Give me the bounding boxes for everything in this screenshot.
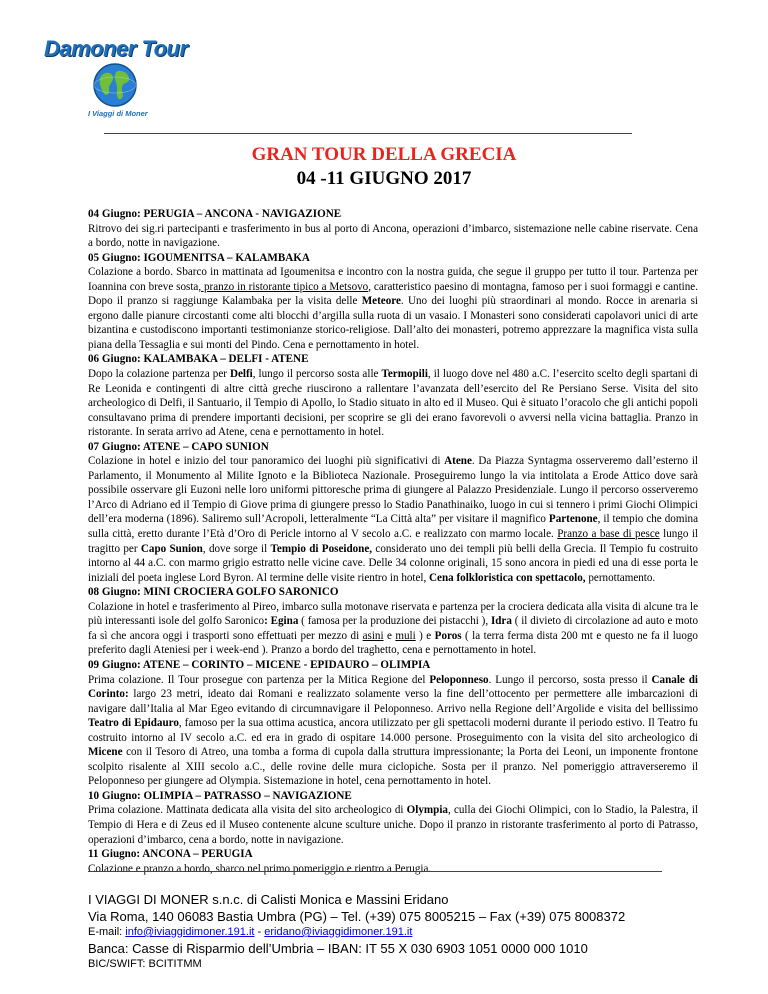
description-text: Colazione a bordo. Sbarco in mattinata ad Igoumenitsa e incontro con la nostra guida, che segue il gruppo per tutto il tour. Partenza per Ioannina con breve sosta	[88, 266, 698, 293]
description-text: , il luogo dove nel 480 a.C. l’esercito scelto degli spartani di Re Leonida e contingenti di altre città greche riuscirono a rallentare l’avanzata dell’esercito del Re Persiano Serse. Visita del sito archeologico di Delfi, il Santuario, il Tempio di Apollo, lo Stadio situato in alto ed il Museo. Qui è situato l’oracolo che gli antichi popoli consultavano prima di prendere importanti decisioni, per scoprire se gli dei erano favorevoli o avversi nella vicina battaglia. Pranzo in ristorante. In serata arrivo ad Atene, cena e pernottamento in hotel.	[88, 368, 698, 439]
highlight-text: Termopili	[381, 368, 428, 381]
logo-tagline: I Viaggi di Moner	[88, 109, 148, 118]
company-name: I VIAGGI DI MONER s.n.c. di Calisti Monica e Massini Eridano	[88, 892, 449, 907]
day-description	[88, 803, 698, 847]
description-text: , dove sorge il	[202, 542, 271, 555]
day-heading: 06 Giugno: KALAMBAKA – DELFI - ATENE	[88, 353, 309, 366]
day-heading: 04 Giugno: PERUGIA – ANCONA - NAVIGAZIONE	[88, 208, 342, 220]
description-text: ) e	[415, 629, 435, 642]
description-text: , il tempio che domina sulla città, eretto durante l’Età d’Oro di Pericle intorno al V secolo a.C. e realizzato con marmo locale.	[88, 513, 699, 541]
description-text: e	[383, 629, 396, 642]
document-dates: 04 -11 GIUGNO 2017	[296, 168, 472, 189]
description-text: Dopo la colazione partenza per	[88, 368, 230, 381]
description-text: lungo il tragitto per	[88, 528, 698, 555]
description-text: , culla dei Giochi Olimpici, con lo Stadio, la Palestra, il Tempio di Hera e di Zeus ed il Museo contenente alcune sculture uniche. Dopo il pranzo in ristorante trasferimento al porto di Patrasso, operazioni d’imbarco, cena a bordo, notte in navigazione.	[88, 804, 698, 846]
description-text: . Uno dei luoghi più straordinari al mondo. Rocce in arenaria si ergono dalle pianure circostanti come alti blocchi d’argilla sulla ruota di un vasaio. I Monasteri sono considerati capolavori unici di arte bizantina e custodiscono importanti testimonianze storico-religiose. Dall’alto dei monasteri, potremo apprezzare la magnifica vista sulla piana della Tessaglia e sui monti del Pindo. Cena e pernottamento in hotel.	[88, 295, 698, 351]
highlight-text: Tempio di Poseidone,	[270, 542, 373, 555]
highlight-text: Cena folkloristica con spettacolo,	[429, 571, 586, 584]
email-label: E-mail:	[88, 926, 126, 938]
underlined-text: muli	[395, 629, 416, 642]
highlight-text: Capo Sunion	[140, 542, 203, 555]
description-text: largo 23 metri, ideato dai Romani e realizzato solamente verso la fine dell’ottocento per permettere alle imbarcazioni di navigare dall’Italia al Mar Egeo evitando di circumnavigare il Peloponneso. Arrivo nella Regione dell’Argolide e visita del bellissimo	[88, 688, 698, 715]
bank-details: Banca: Casse di Risparmio dell’Umbria – IBAN: IT 55 X 030 6903 1051 0000 000 1010	[88, 941, 588, 956]
email-line	[88, 925, 748, 940]
header-divider	[104, 133, 632, 134]
footer-divider	[88, 871, 662, 872]
description-text: Colazione in hotel e inizio del tour panoramico dei luoghi più significativi di	[88, 455, 445, 468]
bic-swift: BIC/SWIFT: BCITITMM	[88, 958, 202, 970]
underlined-text: asini	[362, 629, 384, 642]
description-text: con il Tesoro di Atreo, una tomba a forma di cupola dalla struttura impressionante; la Porta dei Leoni, un imponente frontone scolpito risalente al XIII secolo a.C., delle rovine delle mura ciclopiche. Sosta per il pranzo. Nel pomeriggio attraverseremo il Peloponneso per giungere ad Olympia. Sistemazione in hotel, cena pernottamento in hotel.	[88, 746, 698, 788]
day-heading: 11 Giugno: ANCONA – PERUGIA	[88, 848, 253, 861]
description-text: ( famosa per la produzione dei pistacchi ),	[298, 615, 491, 628]
itinerary-body	[88, 207, 698, 876]
day-description	[88, 862, 698, 877]
underlined-text: Pranzo a base di pesce	[557, 528, 660, 541]
highlight-text: Meteore	[361, 295, 401, 308]
highlight-text: : Egina	[264, 615, 299, 628]
highlight-text: Canale di Corinto:	[88, 673, 698, 701]
description-text: ( la terra ferma dista 200 mt e questo ne fa il luogo preferito dagli Ateniesi per i week-end ). Pranzo a bordo del traghetto, cena e pernottamento in hotel.	[88, 629, 698, 657]
day-description	[88, 222, 698, 251]
description-text: . Da Piazza Syntagma osserveremo dall’esterno il Parlamento, il Monumento al Milite Ignoto e la Biblioteca Nazionale. Proseguiremo lungo la via intitolata a Erode Attico dove sarà possibile osservare gli Euzoni nelle loro uniformi pittoresche prima di giungere al Palazzo Presidenziale. Lungo il percorso osserveremo l’Arco di Adriano ed il Tempio di Giove prima di giungere presso lo Stadio Panathinaiko, luogo in cui si tennero i primi Giochi Olimpici dell’era moderna (1896). Saliremo sull’Acropoli, letteralmente “La Città alta” per visitare il magnifico	[88, 455, 698, 526]
highlight-text: Delfi	[229, 368, 253, 381]
description-text: considerato uno dei templi più belli della Grecia. Il Tempio fu costruito intorno al 44 a.C. con marmo grigio estratto nelle vicine cave. Delle 34 colonne originali, 15 sono ancora in piedi ed una di esse porta le iniziali del poeta inglese Lord Byron. Al termine delle visite rientro in hotel,	[88, 542, 698, 584]
day-heading: 08 Giugno: MINI CROCIERA GOLFO SARONICO	[88, 586, 339, 599]
day-heading: 05 Giugno: IGOUMENITSA – KALAMBAKA	[88, 251, 310, 264]
document-title: GRAN TOUR DELLA GRECIA	[251, 144, 517, 165]
highlight-text: Teatro di Epidauro	[88, 717, 179, 730]
description-text: Colazione in hotel e trasferimento al Pireo, imbarco sulla motonave riservata e partenza per la crociera dedicata alla visita di alcune tra le più interessanti isole del golfo Saronico	[88, 600, 698, 628]
globe-icon	[92, 62, 138, 108]
highlight-text: Idra	[490, 615, 512, 628]
day-description	[88, 367, 698, 440]
highlight-text: Peloponneso	[429, 673, 489, 686]
email-link-info[interactable]: info@iviaggidimoner.191.it	[125, 926, 255, 938]
email-separator: -	[254, 926, 265, 938]
logo-wordmark: Damoner Tour	[44, 36, 188, 61]
highlight-text: Partenone	[548, 513, 598, 526]
description-text: Prima colazione. Il Tour prosegue con partenza per la Mitica Regione del	[88, 673, 430, 686]
highlight-text: Olympia	[406, 804, 448, 817]
description-text: . Lungo il percorso, sosta presso il	[488, 673, 652, 686]
day-description	[88, 265, 698, 352]
day-description	[88, 673, 698, 789]
description-text: , famoso per la sua ottima acustica, ancora utilizzato per gli spettacoli moderni durante il periodo estivo. Il Teatro fu costruito intorno al IV secolo a.C. ed era in grado di ospitare 14.000 persone. Proseguimento con la visita del sito archeologico di	[88, 717, 698, 744]
description-text: pernottamento.	[585, 571, 656, 584]
description-text: Prima colazione. Mattinata dedicata alla visita del sito archeologico di	[88, 804, 407, 817]
description-text: , lungo il percorso sosta alle	[252, 368, 382, 381]
day-heading: 10 Giugno: OLIMPIA – PATRASSO – NAVIGAZIONE	[88, 789, 352, 802]
description-text: Ritrovo dei sig.ri partecipanti e trasferimento in bus al porto di Ancona, operazioni d’imbarco, sistemazione nelle cabine riservate. Cena a bordo, notte in navigazione.	[88, 222, 698, 250]
description-text: , caratteristico paesino di montagna, famoso per i suoi formaggi e cantine. Dopo il pranzo si raggiunge Kalambaka per la visita delle	[88, 280, 698, 308]
day-description	[88, 454, 698, 585]
highlight-text: Poros	[434, 629, 462, 642]
highlight-text: Micene	[88, 746, 123, 759]
company-address: Via Roma, 140 06083 Bastia Umbra (PG) – Tel. (+39) 075 8005215 – Fax (+39) 075 8008372	[88, 909, 626, 924]
description-text: ( il divieto di circolazione ad auto e moto fa sì che ancora oggi i trasporti sono effettuati per mezzo di	[88, 615, 699, 642]
day-heading: 09 Giugno: ATENE – CORINTO – MICENE - EPIDAURO – OLIMPIA	[88, 658, 431, 671]
email-link-eridano[interactable]: eridano@iviaggidimoner.191.it	[264, 926, 413, 938]
company-logo	[40, 30, 210, 120]
footer	[88, 891, 748, 972]
day-heading: 07 Giugno: ATENE – CAPO SUNION	[88, 440, 269, 453]
underlined-text: , pranzo in ristorante tipico a Metsovo	[198, 280, 369, 293]
highlight-text: Atene	[444, 455, 472, 468]
day-description	[88, 600, 698, 658]
description-text: Colazione e pranzo a bordo, sbarco nel primo pomeriggio e rientro a Perugia.	[88, 862, 432, 875]
